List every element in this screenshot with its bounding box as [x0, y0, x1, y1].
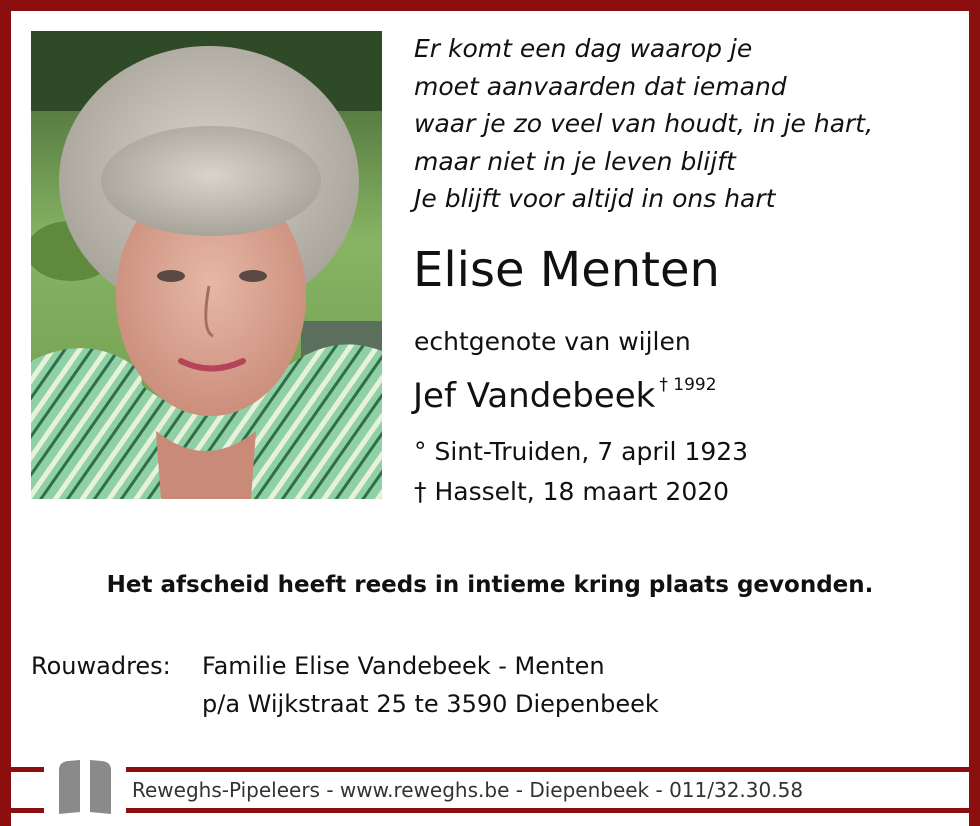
poem [414, 30, 954, 218]
spouse-death-year: † 1992 [659, 375, 717, 395]
poem-line: waar je zo veel van houdt, in je hart, [414, 109, 874, 138]
funeral-home-logo-icon [44, 756, 126, 820]
death-info: † Hasselt, 18 maart 2020 [414, 477, 730, 506]
spouse [413, 364, 717, 417]
spouse-name: Jef Vandebeek [413, 376, 656, 416]
poem-line: maar niet in je leven blijft [414, 146, 736, 176]
footer-rule-top [11, 767, 969, 772]
relation-text: echtgenote van wijlen [414, 327, 691, 356]
poem-line: Je blijft voor altijd in ons hart [414, 184, 776, 213]
address-line-2: p/a Wijkstraat 25 te 3590 Diepenbeek [202, 690, 659, 718]
deceased-name: Elise Menten [413, 242, 720, 298]
portrait-image [31, 31, 382, 499]
footer-rule-bottom [11, 808, 969, 813]
portrait-photo [31, 31, 382, 499]
poem-line: Er komt een dag waarop je [414, 34, 753, 63]
birth-info: ° Sint-Truiden, 7 april 1923 [414, 437, 749, 466]
address-line-1: Familie Elise Vandebeek - Menten [202, 652, 605, 680]
address-label: Rouwadres: [31, 652, 171, 680]
farewell-notice: Het afscheid heeft reeds in intieme kring plaats gevonden. [106, 572, 874, 598]
poem-line: moet aanvaarden dat iemand [414, 71, 787, 101]
funeral-home-info: Reweghs-Pipeleers - www.reweghs.be - Diepenbeek - 011/32.30.58 [132, 778, 804, 802]
